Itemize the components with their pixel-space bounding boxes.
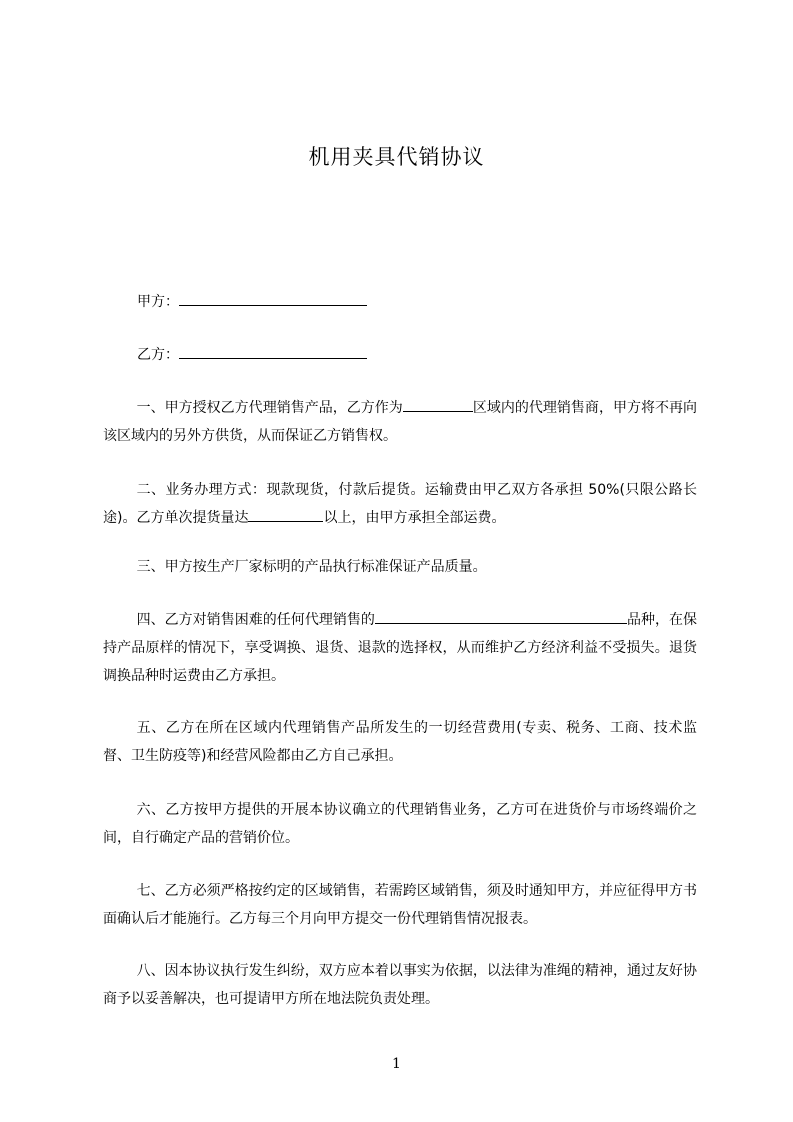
- party-a-blank: [179, 291, 367, 306]
- clause-2-text-b: 以上，由甲方承担全部运费。: [323, 510, 506, 526]
- clause-8: [103, 957, 697, 1013]
- page-number: 1: [392, 1056, 401, 1072]
- clause-1-text-a: 一、甲方授权乙方代理销售产品，乙方作为: [136, 400, 403, 416]
- clause-4-text-a: 四、乙方对销售困难的任何代理销售的: [136, 612, 375, 628]
- clause-4-text-b: 品种，在保持产品原样的情况下，享受调换、退货、退款的选择权，从而维护乙方经济利益不受损失。退货调换品种时运费由乙方承担。: [103, 612, 698, 684]
- clause-3: [103, 553, 697, 581]
- clause-4: [103, 606, 697, 690]
- party-b-blank: [179, 344, 367, 359]
- clause-8-text: 八、因本协议执行发生纠纷，双方应本着以事实为依据，以法律为准绳的精神，通过友好协商予以妥善解决，也可提请甲方所在地法院负责处理。: [103, 963, 697, 1007]
- clause-5-text: 五、乙方在所在区域内代理销售产品所发生的一切经营费用(专卖、税务、工商、技术监督、卫生防疫等)和经营风险都由乙方自己承担。: [103, 720, 697, 764]
- party-a-line: [137, 291, 367, 313]
- clause-6: [103, 796, 697, 852]
- quantity-blank: [248, 506, 323, 522]
- clause-5: [103, 714, 697, 770]
- party-a-label: 甲方：: [137, 294, 179, 310]
- clause-1: [103, 394, 697, 450]
- clause-7: [103, 877, 697, 933]
- party-b-label: 乙方：: [137, 347, 179, 363]
- document-title: 机用夹具代销协议: [308, 145, 485, 169]
- clause-2: [103, 476, 697, 532]
- clause-1-text-b: 区域内的代理销售商，甲方将不再向该区域内的另外方供货，从而保证乙方销售权。: [103, 400, 698, 444]
- clause-6-text: 六、乙方按甲方提供的开展本协议确立的代理销售业务，乙方可在进货价与市场终端价之间，自行确定产品的营销价位。: [103, 802, 697, 846]
- clause-7-text: 七、乙方必须严格按约定的区域销售，若需跨区域销售，须及时通知甲方，并应征得甲方书面确认后才能施行。乙方每三个月向甲方提交一份代理销售情况报表。: [103, 883, 697, 927]
- clause-3-text: 三、甲方按生产厂家标明的产品执行标准保证产品质量。: [136, 559, 487, 575]
- party-b-line: [137, 344, 367, 366]
- region-blank: [403, 396, 473, 412]
- product-blank: [375, 608, 627, 624]
- clause-2-text-a: 二、业务办理方式：现款现货，付款后提货。运输费由甲乙双方各承担 50%(只限公路长途)。乙方单次提货量达: [103, 482, 697, 526]
